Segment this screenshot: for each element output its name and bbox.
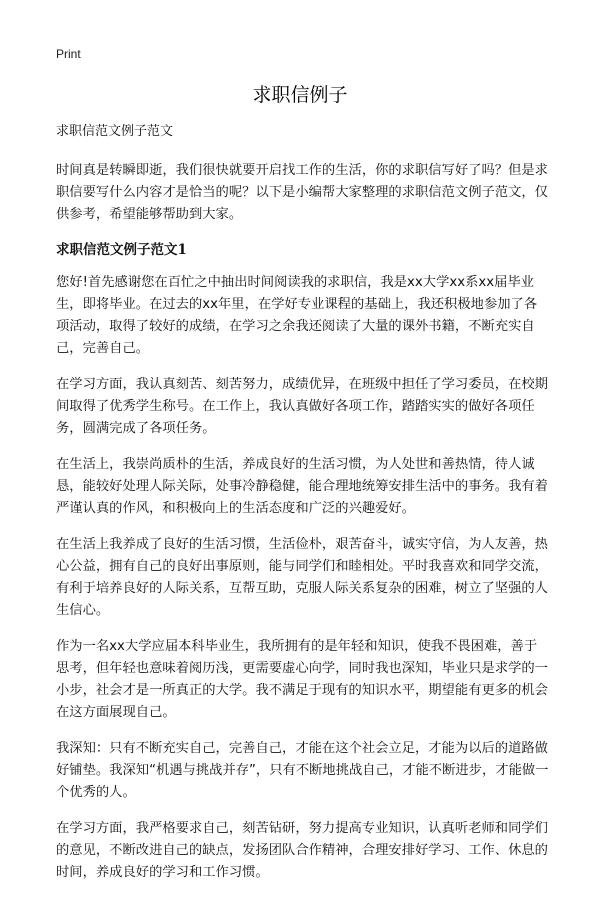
document-body xyxy=(56,122,550,898)
document-subtitle: 求职信范文例子范文 xyxy=(56,124,174,139)
page-title: 求职信例子 xyxy=(252,84,348,106)
body-paragraph: 在生活上，我崇尚质朴的生活，养成良好的生活习惯，为人处世和善热情，待人诚恳，能较好处理人际关际，处事冷静稳健，能合理地统筹安排生活中的事务。我有着严谨认真的作风，和积极向上的生活态度和广泛的兴趣爱好。 xyxy=(56,457,548,516)
body-paragraph: 您好!首先感谢您在百忙之中抽出时间阅读我的求职信，我是xx大学xx系xx届毕业生，即将毕业。在过去的xx年里，在学好专业课程的基础上，我还积极地参加了各项活动，取得了较好的成绩，在学习之余我还阅读了大量的课外书籍，不断充实自己，完善自己。 xyxy=(56,275,538,356)
body-paragraph: 作为一名xx大学应届本科毕业生，我所拥有的是年轻和知识，使我不畏困难，善于思考，但年轻也意味着阅历浅，更需要虚心向学，同时我也深知，毕业只是求学的一小步，社会才是一所真正的大学。我不满足于现有的知识水平，期望能有更多的机会在这方面展现自己。 xyxy=(56,639,548,720)
body-paragraph: 在学习方面，我认真刻苦、刻苦努力，成绩优异，在班级中担任了学习委员，在校期间取得了优秀学生称号。在工作上，我认真做好各项工作，踏踏实实的做好各项任务，圆满完成了各项任务。 xyxy=(56,377,548,436)
body-paragraph: 我深知：只有不断充实自己，完善自己，才能在这个社会立足，才能为以后的道路做好铺垫。我深知“机遇与挑战并存”，只有不断地挑战自己，才能不断进步，才能做一个优秀的人。 xyxy=(56,741,549,800)
body-paragraph: 在生活上我养成了良好的生活习惯，生活俭朴，艰苦奋斗，诚实守信，为人友善，热心公益，拥有自己的良好出事原则，能与同学们和睦相处。平时我喜欢和同学交流，有利于培养良好的人际关系，互帮互助，克服人际关系复杂的困难，树立了坚强的人生信心。 xyxy=(56,537,548,618)
intro-paragraph: 时间真是转瞬即逝，我们很快就要开启找工作的生活，你的求职信写好了吗？但是求职信要写什么内容才是恰当的呢？以下是小编帮大家整理的求职信范文例子范文，仅供参考，希望能够帮助到大家。 xyxy=(56,163,548,222)
body-paragraph: 在学习方面，我严格要求自己，刻苦钻研，努力提高专业知识，认真听老师和同学们的意见，不断改进自己的缺点，发扬团队合作精神，合理安排好学习、工作、休息的时间，养成良好的学习和工作习惯。 xyxy=(56,821,548,880)
print-label: Print xyxy=(56,47,81,61)
section-heading: 求职信范文例子范文1 xyxy=(56,242,187,258)
